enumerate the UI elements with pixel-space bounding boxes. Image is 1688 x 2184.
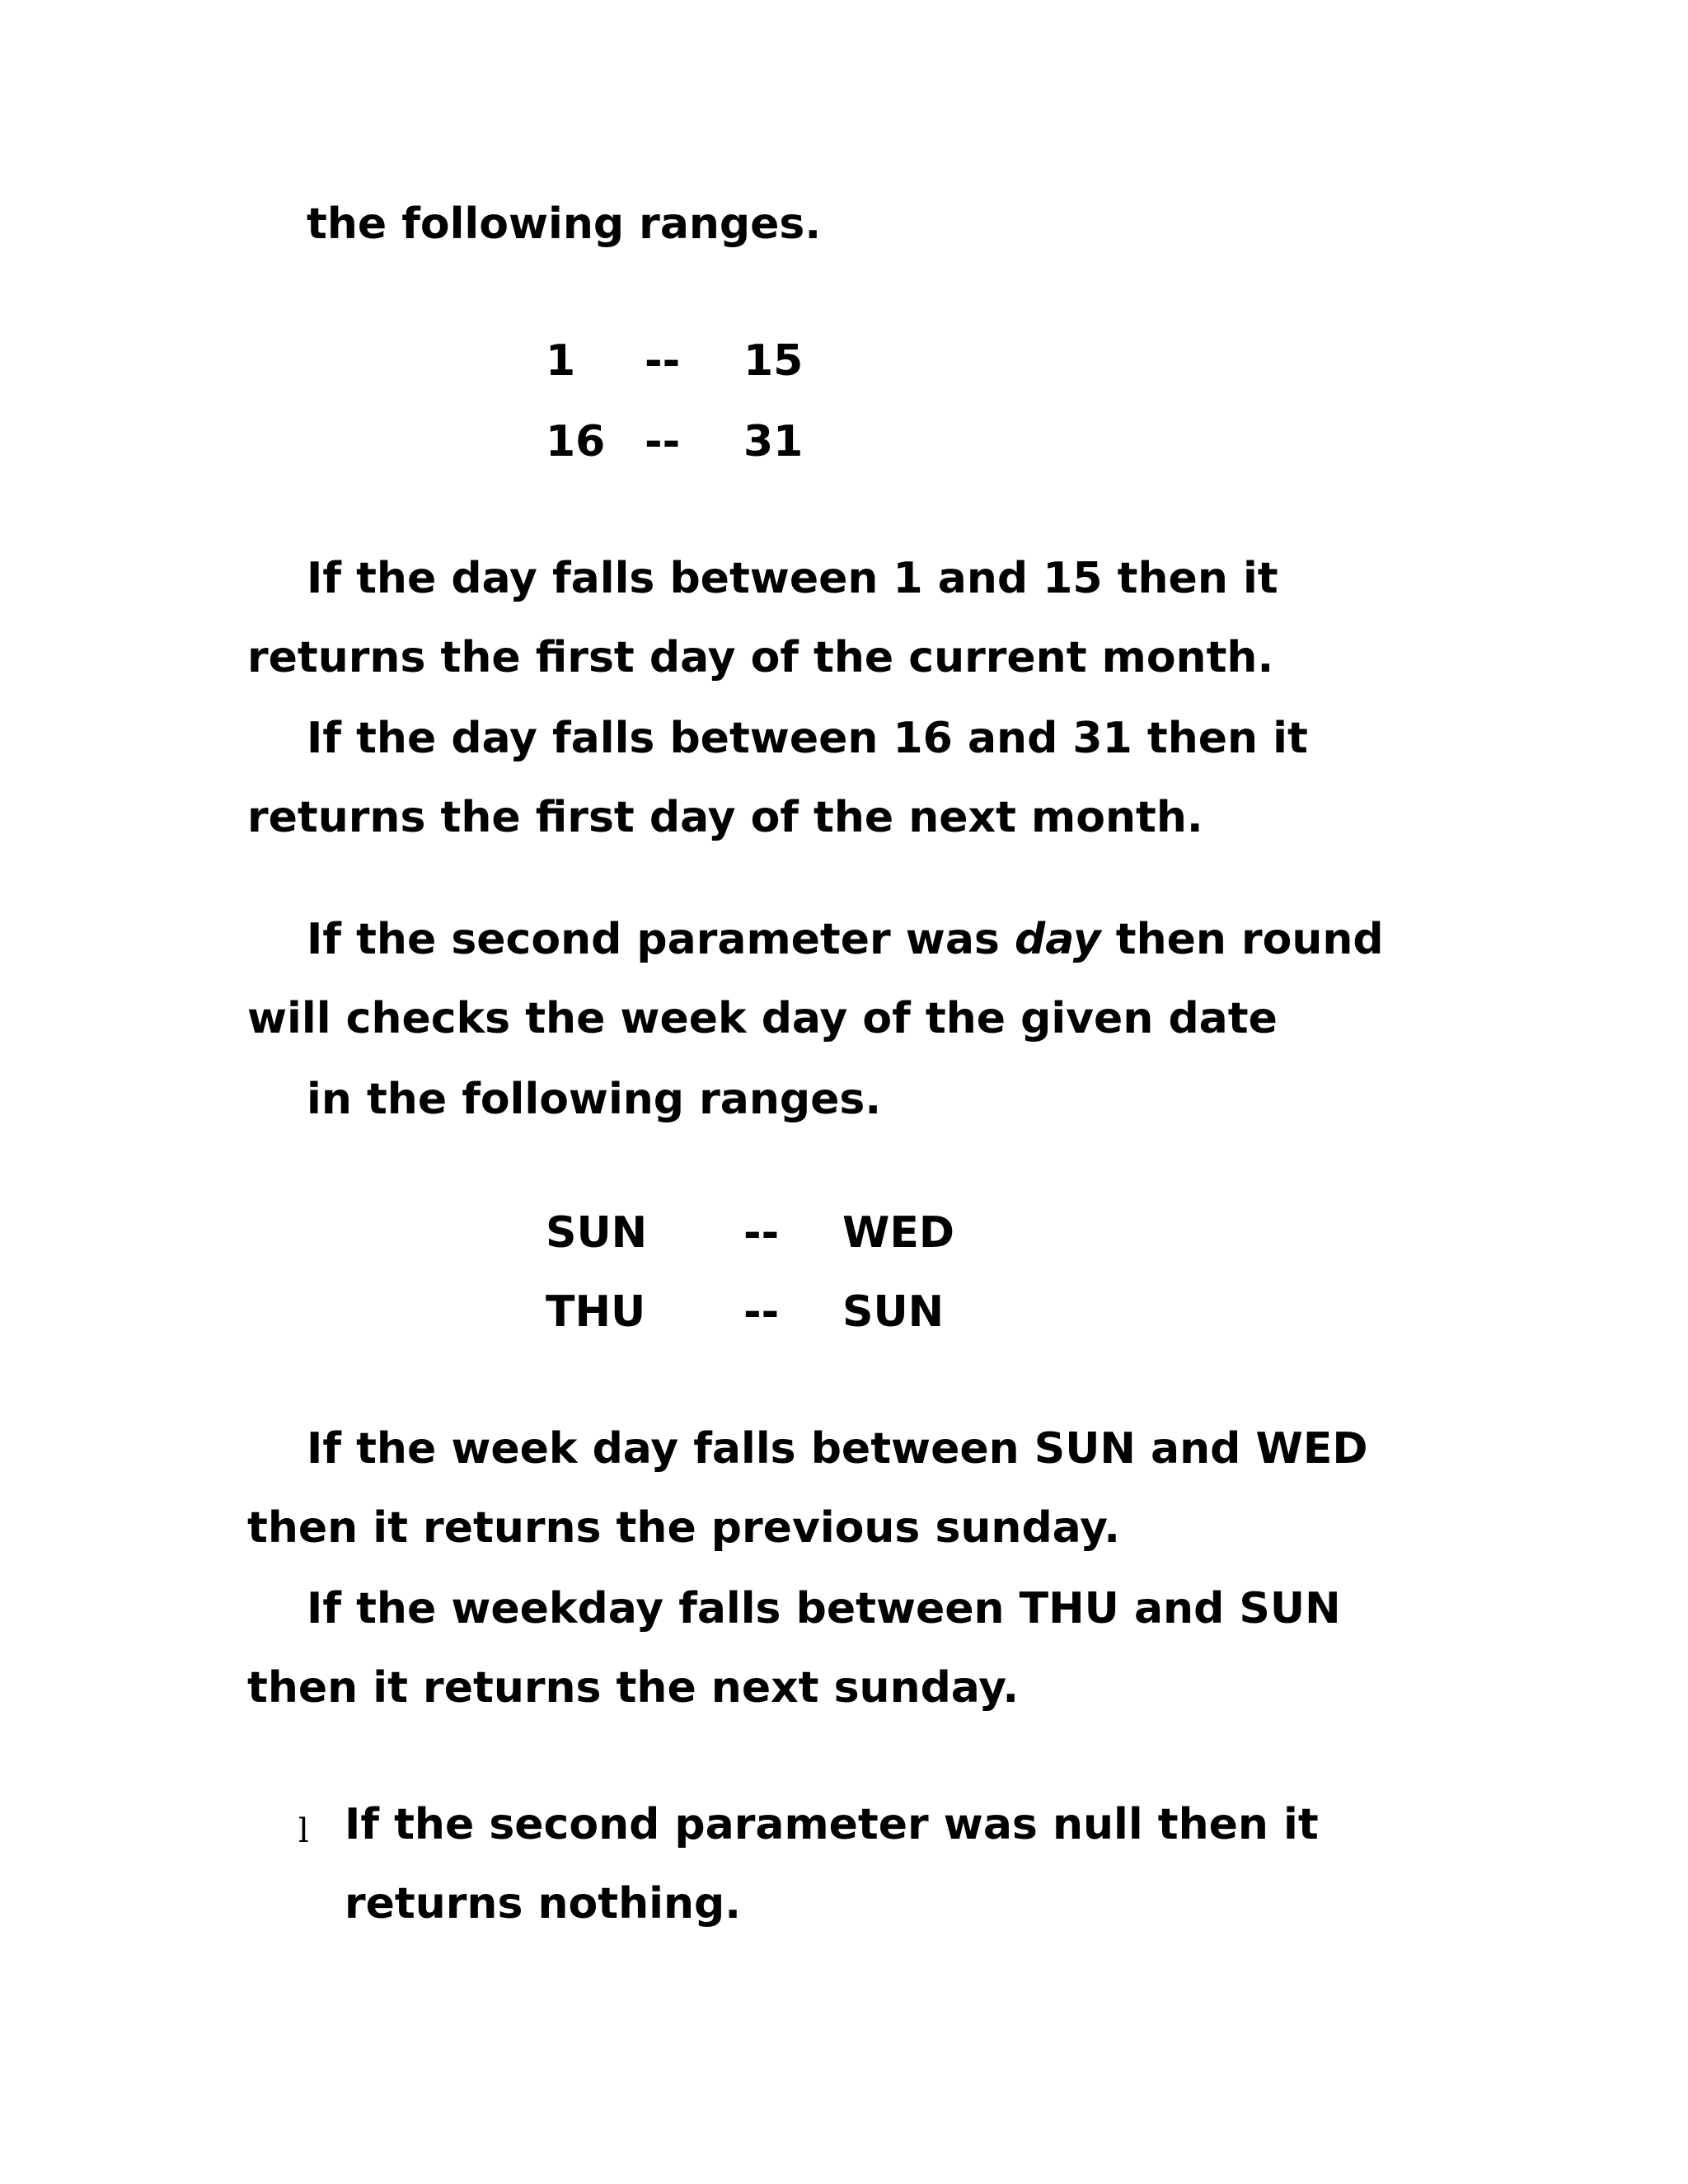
date-range-2-separator: -- [645, 417, 681, 466]
week-range-2-separator: -- [743, 1287, 780, 1337]
week-rule-1-line-2: then it returns the previous sunday. [247, 1503, 1121, 1553]
week-range-2-from: THU [546, 1287, 646, 1337]
day-param-line-2: will checks the week day of the given date [247, 994, 1278, 1043]
week-range-1-separator: -- [743, 1208, 780, 1258]
day-param-line-3: in the following ranges. [307, 1075, 882, 1124]
null-item-line-2: returns nothing. [345, 1879, 741, 1929]
day-param-line-1 [307, 913, 1384, 966]
date-range-2-from: 16 [546, 417, 606, 466]
date-range-1-to: 15 [743, 336, 804, 386]
day-param-after: then round [1100, 915, 1384, 964]
intro-line: the following ranges. [307, 199, 822, 249]
day-rule-2-line-2: returns the first day of the next month. [247, 793, 1203, 842]
null-item-line-1: If the second parameter was null then it [345, 1800, 1319, 1849]
date-range-1-separator: -- [645, 336, 681, 386]
week-range-1-to: WED [842, 1208, 955, 1258]
date-range-2-to: 31 [743, 417, 804, 466]
week-rule-2-line-2: then it returns the next sunday. [247, 1663, 1020, 1713]
date-range-1-from: 1 [546, 336, 576, 386]
week-rule-1-line-1: If the week day falls between SUN and WED [307, 1424, 1368, 1474]
day-rule-1-line-2: returns the first day of the current month. [247, 633, 1274, 682]
week-range-2-to: SUN [842, 1287, 945, 1337]
day-param-before: If the second parameter was [307, 915, 1015, 964]
day-rule-2-line-1: If the day falls between 16 and 31 then it [307, 714, 1308, 763]
week-rule-2-line-1: If the weekday falls between THU and SUN [307, 1584, 1341, 1633]
day-rule-1-line-1: If the day falls between 1 and 15 then it [307, 554, 1278, 603]
day-param-keyword: day [1015, 915, 1101, 964]
week-range-1-from: SUN [546, 1208, 648, 1258]
list-bullet-marker: l [298, 1812, 309, 1850]
